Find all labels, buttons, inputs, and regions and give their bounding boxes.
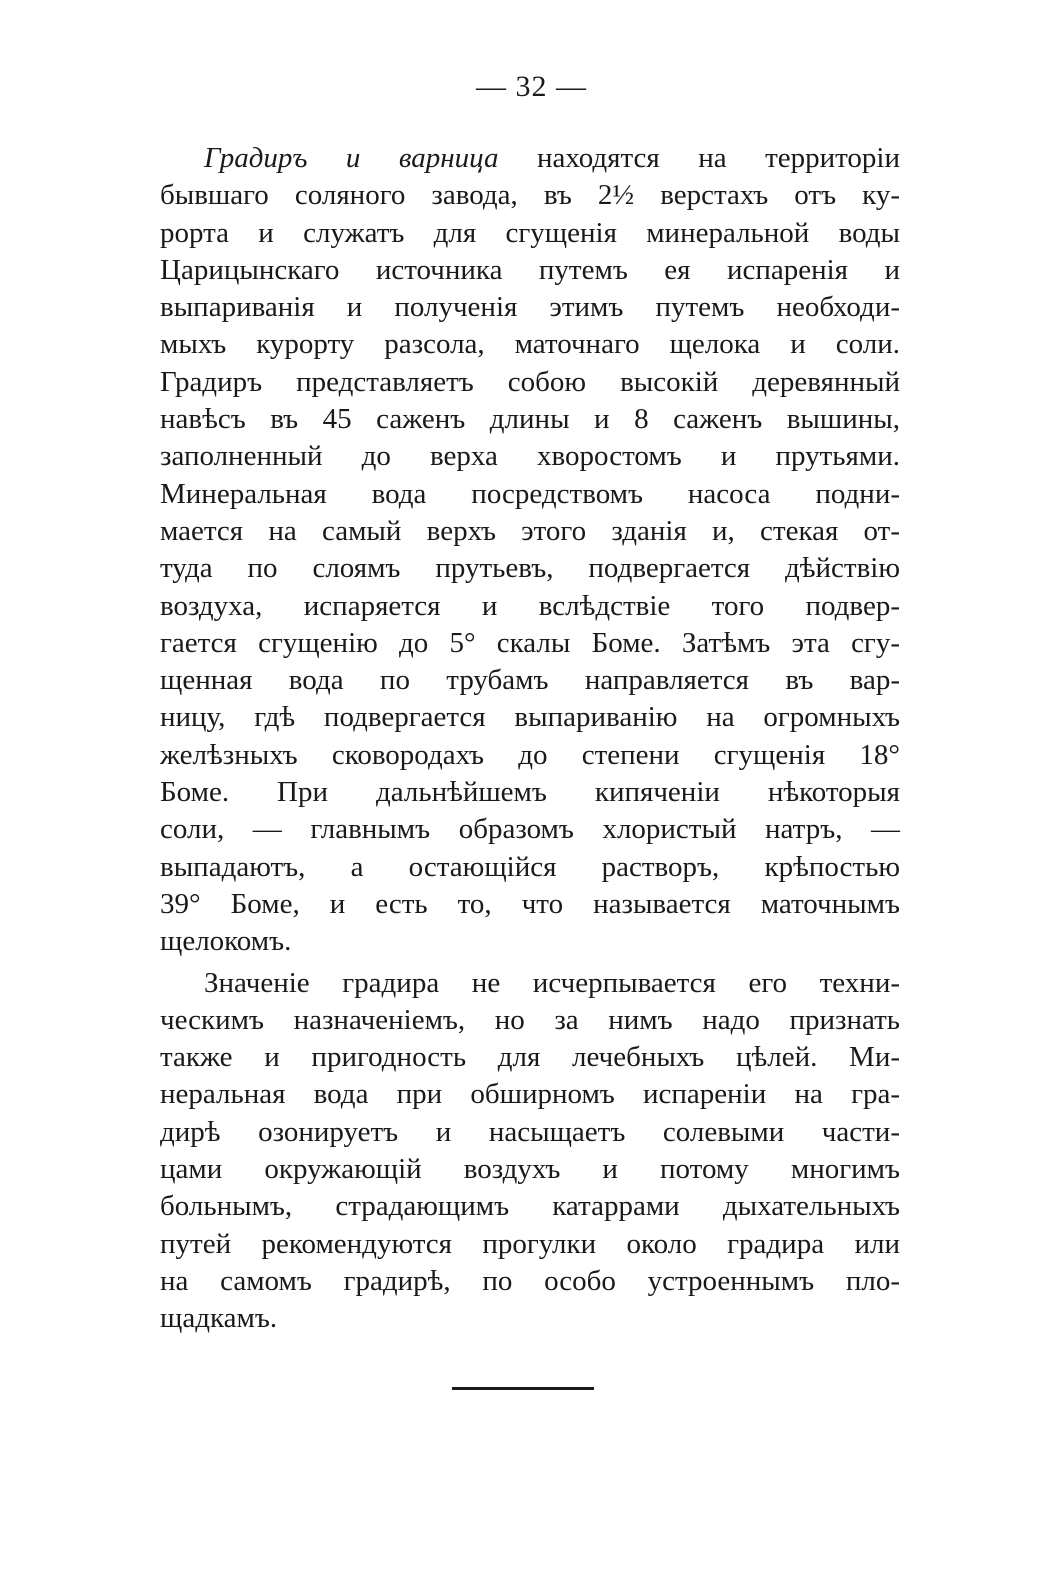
paragraph-line: путей рекомендуются прогулки около градира или — [160, 1227, 900, 1260]
paragraph-line: ческимъ назначеніемъ, но за нимъ надо признать — [160, 1003, 900, 1036]
paragraph-line: Значеніе градира не исчерпывается его техни- — [204, 966, 900, 999]
paragraph-line: желѣзныхъ сковородахъ до степени сгущенія 18° — [160, 738, 900, 771]
paragraph-line: больнымъ, страдающимъ катаррами дыхательныхъ — [160, 1190, 900, 1223]
paragraph-line: цами окружающій воздухъ и потому многимъ — [160, 1153, 900, 1186]
paragraph-line: Минеральная вода посредствомъ насоса подни- — [160, 477, 900, 510]
paragraph-line: неральная вода при обширномъ испареніи на гра- — [160, 1078, 900, 1111]
paragraph-line: заполненный до верха хворостомъ и прутьями. — [160, 440, 900, 473]
paragraph-line: дирѣ озонируетъ и насыщаетъ солевыми части- — [160, 1115, 900, 1148]
paragraph-line: также и пригодность для лечебныхъ цѣлей. Ми- — [160, 1041, 900, 1074]
paragraph-line: воздуха, испаряется и вслѣдствіе того подвер- — [160, 589, 900, 622]
emphasis-term: Градиръ и варница — [204, 142, 499, 174]
paragraph-gradir-description — [160, 140, 900, 961]
paragraph-line: 39° Боме, и есть то, что называется маточнымъ — [160, 887, 900, 920]
paragraph-line: Царицынскаго источника путемъ ея испаренія и — [160, 253, 900, 286]
paragraph-line: щелокомъ. — [160, 925, 292, 958]
paragraph-line: на самомъ градирѣ, по особо устроеннымъ пло- — [160, 1264, 900, 1297]
paragraph-line: выпариванія и полученія этимъ путемъ необходи- — [160, 291, 900, 324]
paragraph-line: ницу, гдѣ подвергается выпариванію на огромныхъ — [160, 701, 900, 734]
paragraph-gradir-health-benefits — [160, 965, 900, 1338]
paragraph-line: мается на самый верхъ этого зданія и, стекая от- — [160, 514, 900, 547]
paragraph-line: щенная вода по трубамъ направляется въ вар- — [160, 664, 900, 697]
body-text — [160, 140, 900, 1338]
paragraph-line: бывшаго соляного завода, въ 2½ верстахъ отъ ку- — [160, 179, 900, 212]
line-text: находятся на территоріи — [498, 142, 900, 174]
paragraph-line: навѣсъ въ 45 саженъ длины и 8 саженъ вышины, — [160, 403, 900, 436]
paragraph-line: щадкамъ. — [160, 1302, 278, 1335]
paragraph-line: рорта и служатъ для сгущенія минеральной воды — [160, 216, 900, 249]
paragraph-line: Боме. При дальнѣйшемъ кипяченіи нѣкоторыя — [160, 776, 900, 809]
paragraph-line: гается сгущенію до 5° скалы Боме. Затѣмъ эта сгу- — [160, 626, 900, 659]
paragraph-line: туда по слоямъ прутьевъ, подвергается дѣйствію — [160, 552, 900, 585]
page-number: — 32 — — [476, 70, 587, 103]
paragraph-line: мыхъ курорту разсола, маточнаго щелока и соли. — [160, 328, 900, 361]
paragraph-line: Градиръ представляетъ собою высокій деревянный — [160, 365, 900, 398]
paragraph-line — [160, 140, 900, 177]
paragraph-line: соли, — главнымъ образомъ хлористый натръ, — — [160, 813, 900, 846]
end-of-text-rule — [452, 1387, 594, 1390]
paragraph-line: выпадаютъ, а остающійся растворъ, крѣпостью — [160, 850, 900, 883]
